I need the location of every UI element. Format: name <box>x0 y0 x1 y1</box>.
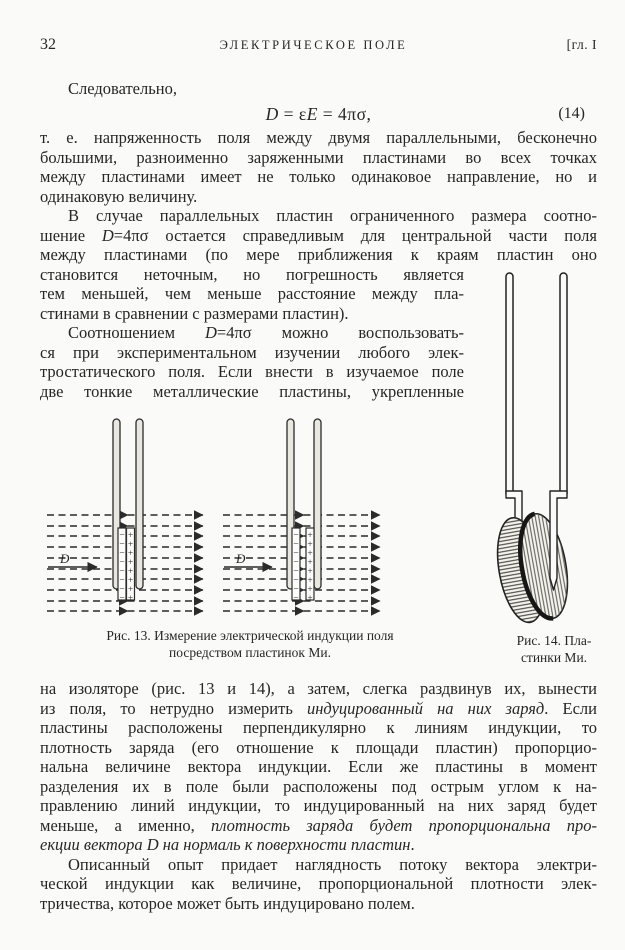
equation-formula: D = εE = 4πσ, <box>265 104 372 124</box>
text-line: правлению линий индукции, то индуцированный на них заряд будет <box>40 796 597 815</box>
text-line: две тонкие металлические пластины, укрепленные <box>40 381 464 401</box>
text-line: ся при экспериментальном изучении любого элек- <box>40 342 464 362</box>
paragraph <box>40 679 597 855</box>
mie-plates-disk <box>490 510 574 624</box>
paragraph <box>40 855 597 914</box>
d-vector-label: D <box>236 551 246 566</box>
charged-plates-left <box>118 528 135 604</box>
paragraph <box>40 265 464 324</box>
text-line: шение D=4πσ остается справедливым для центральной части поля <box>40 225 597 245</box>
text-line: плотность заряда (его отношение к площади пластин) пропорцио- <box>40 737 597 757</box>
text-line: из поля, то нетрудно измерить индуцированный на них заряд. Если <box>40 698 597 718</box>
text-line: Описанный опыт придает наглядность потоку вектора электри- <box>68 854 597 874</box>
text-line: одинаковую величину. <box>40 186 198 206</box>
paragraph <box>40 323 464 401</box>
paragraph <box>40 128 597 206</box>
lead-sentence: Следовательно, <box>68 79 177 98</box>
equation-number: (14) <box>558 105 585 122</box>
chapter-reference: [гл. I <box>566 37 597 52</box>
page-header <box>40 36 597 54</box>
text-line: стинки Ми. <box>520 650 588 665</box>
figure-13-illustration <box>40 413 460 619</box>
field-lines-right <box>223 515 380 611</box>
figure-13 <box>40 413 470 661</box>
paragraph <box>40 206 597 265</box>
figure-14-caption <box>488 632 620 666</box>
text-line: ческой индукции как величине, пропорциональной плотности элек- <box>40 874 597 893</box>
text-line: Рис. 13. Измерение электрической индукции поля <box>106 628 394 643</box>
equation-row <box>40 104 597 128</box>
text-line: посредством пластинок Ми. <box>169 645 331 660</box>
text-line: большими, разноименно заряженными пластинами во всех точках <box>40 147 597 167</box>
text-line: разделения их в поле были расположены под острым углом к на- <box>40 776 597 796</box>
suspension-rods <box>506 273 567 521</box>
text-line: между пластинами имеет не только одинаковое направление, но и <box>40 167 597 186</box>
running-title: ЭЛЕКТРИЧЕСКОЕ ПОЛЕ <box>219 38 408 52</box>
induction-vector-right <box>224 551 272 567</box>
text-line: нальна величине вектора индукции. Если же пластины в момент <box>40 757 597 776</box>
text-line: стинами в сравнении с размерами пластин). <box>40 303 349 323</box>
text-line: тем меньшей, чем меньше расстояние между пла- <box>40 284 464 303</box>
text-line: Соотношением D=4πσ можно воспользовать- <box>68 323 464 342</box>
text-line: екции вектора D на нормаль к поверхности пластин. <box>40 835 415 854</box>
induction-vector-left <box>48 551 97 567</box>
plus-charges: + + + + + + + + <box>307 531 313 604</box>
text-line: Рис. 14. Пла- <box>516 633 592 648</box>
text-line: В случае параллельных пластин ограниченного размера соотно- <box>68 206 597 225</box>
text-line: между пластинами (по мере приближения к краям пластин оно <box>40 245 597 264</box>
d-vector-label: D <box>60 551 70 566</box>
figure-14-illustration <box>488 272 620 624</box>
text-line: становится неточным, но погрешность является <box>40 264 464 284</box>
minus-charges: − − − − − − − − <box>293 531 299 604</box>
text-line: меньше, а именно, плотность заряда будет пропорциональна про- <box>40 815 597 835</box>
text-line: тростатического поля. Если внести в изучаемое поле <box>40 362 464 381</box>
figure-13-caption <box>40 627 460 661</box>
figure-14 <box>488 272 620 666</box>
minus-charges: − − − − − − − − <box>119 531 125 604</box>
plus-charges: + + + + + + + + <box>127 531 134 604</box>
page-number: 32 <box>40 36 56 53</box>
text-line: тричества, которое может быть индуцировано полем. <box>40 893 415 913</box>
text-line: пластины расположены перпендикулярно к линиям индукции, то <box>40 718 597 737</box>
text-line: т. е. напряженность поля между двумя параллельными, бесконечно <box>40 128 597 147</box>
text-line: на изоляторе (рис. 13 и 14), а затем, слегка раздвинув их, вынести <box>40 679 597 698</box>
charged-plates-right <box>292 528 314 604</box>
